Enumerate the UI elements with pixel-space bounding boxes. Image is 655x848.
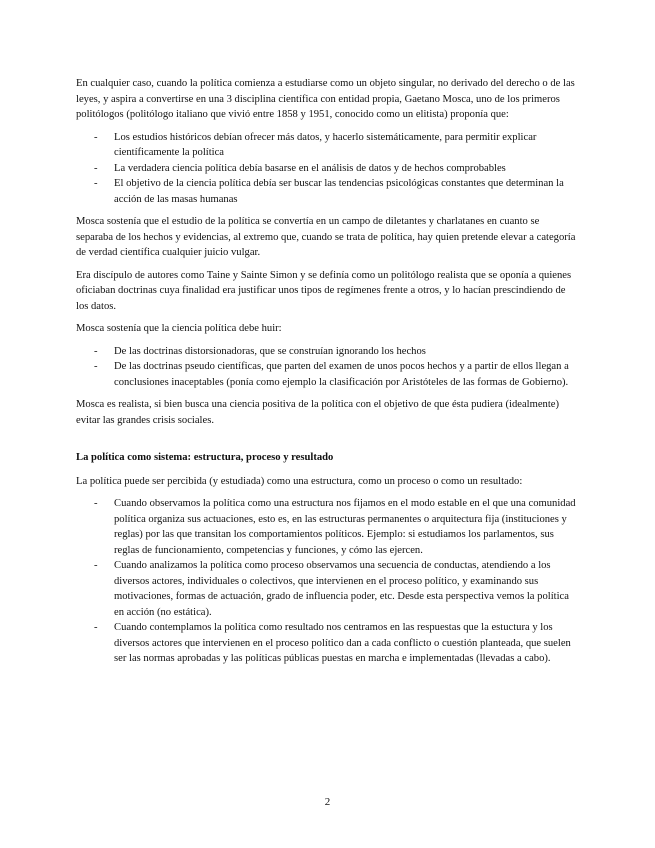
list-item <box>76 558 576 620</box>
list-item <box>76 359 576 390</box>
bullet-dash: - <box>94 560 98 571</box>
bullet-dash: - <box>94 498 98 509</box>
list-item-text: Cuando analizamos la política como proceso observamos una secuencia de conductas, atendiendo a los diversos actores, individuales o colectivos, que intervienen en el proceso político, y examinando sus motivaciones, formas de actuación, grado de influencia poder, etc. Desde esta perspectiva vemos la política en acción (no estática). <box>114 560 569 618</box>
discipulo-paragraph: Era discípulo de autores como Taine y Sainte Simon y se definía como un politólogo realista que se oponía a quienes oficiaban doctrinas cuya finalidad era justificar unos tipos de regímenes frente a otros, y lo hacían prescindiendo de los datos. <box>76 269 572 312</box>
bullet-dash: - <box>94 178 98 189</box>
diletantes-paragraph: Mosca sostenía que el estudio de la política se convertía en un campo de diletantes y charlatanes en cuanto se separaba de los hechos y evidencias, al extremo que, cuando se trata de política, hay quien pretende elevar a categoría de verdad científica cualquier juicio vulgar. <box>76 216 576 258</box>
bullet-dash: - <box>94 131 98 143</box>
realista-paragraph: Mosca es realista, si bien busca una ciencia positiva de la política con el objetivo de que ésta pudiera (idealmente) evitar las grandes crisis sociales. <box>76 399 560 426</box>
bullet-dash: - <box>94 622 98 633</box>
list-item-text: Cuando contemplamos la política como resultado nos centramos en las respuestas que la estuctura y los diversos actores que intervienen en el proceso político dan a cada conflicto o cuestión planteada, que suelen ser las normas aprobadas y las políticas públicas puestas en marcha e implementadas (llevadas a cabo). <box>114 622 571 664</box>
list-item <box>76 130 576 161</box>
page-content <box>76 76 576 674</box>
bullet-dash: - <box>94 361 98 372</box>
bullet-dash: - <box>94 162 98 174</box>
sistema-list <box>76 496 576 667</box>
list-item-text: De las doctrinas pseudo científicas, que parten del examen de unos pocos hechos y a partir de ellos llegan a conclusiones inaceptables (ponía como ejemplo la clasificación por Aristóteles de las formas de Gobierno). <box>114 361 569 388</box>
list-item <box>76 496 576 558</box>
list-item <box>76 344 576 360</box>
list-item <box>76 176 576 207</box>
doctrines-list <box>76 344 576 391</box>
list-item <box>76 161 576 177</box>
mosca-proposals-list <box>76 130 576 208</box>
list-item <box>76 620 576 667</box>
huir-paragraph: Mosca sostenía que la ciencia política debe huir: <box>76 323 282 334</box>
bullet-dash: - <box>94 345 98 357</box>
list-item-text: Los estudios históricos debían ofrecer más datos, y hacerlo sistemáticamente, para permitir explicar científicamente la política <box>114 131 537 158</box>
page-number: 2 <box>324 796 331 808</box>
intro-paragraph: En cualquier caso, cuando la política comienza a estudiarse como un objeto singular, no derivado del derecho o de las leyes, y aspira a convertirse en una 3 disciplina científica con entidad propia, Gaetano Mosca, uno de los primeros politólogos (politólogo italiano que vivió entre 1858 y 1951, conocido como un elitista) proponía que: <box>76 78 575 120</box>
section-heading: La política como sistema: estructura, proceso y resultado <box>76 452 334 463</box>
list-item-text: Cuando observamos la política como una estructura nos fijamos en el modo estable en el que una comunidad política organiza sus actuaciones, esto es, en las estructuras permanentes o arquitectura fija (instituciones y reglas) por las que transitan los comportamientos políticos. Ejemplo: si estudiamos los parlamentos, sus reglas de funcionamiento, competencias y funciones, y cómo las ejercen. <box>114 498 576 556</box>
list-item-text: El objetivo de la ciencia política debía ser buscar las tendencias psicológicas constantes que determinan la acción de las masas humanas <box>114 178 564 205</box>
list-item-text: De las doctrinas distorsionadoras, que se construían ignorando los hechos <box>114 345 426 357</box>
percepcion-paragraph: La política puede ser percibida (y estudiada) como una estructura, como un proceso o como un resultado: <box>76 475 523 487</box>
list-item-text: La verdadera ciencia política debía basarse en el análisis de datos y de hechos comprobables <box>114 162 506 174</box>
